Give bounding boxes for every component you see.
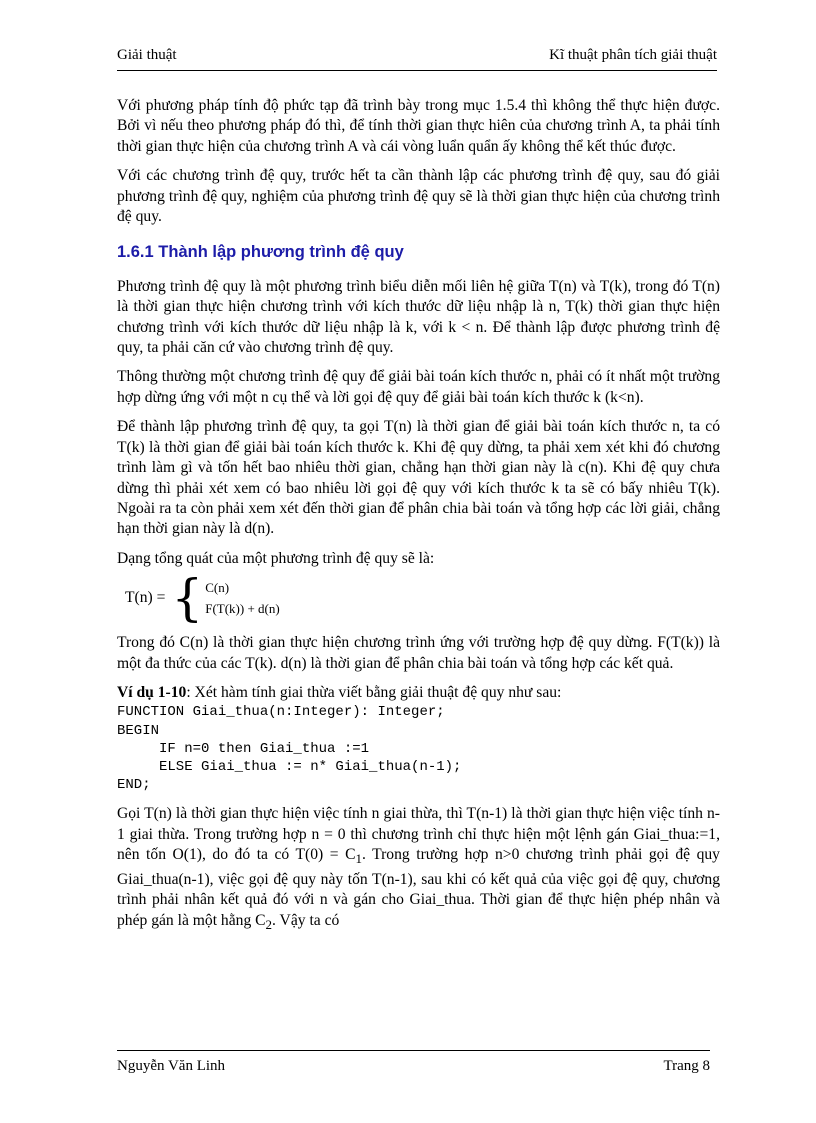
header-left: Giải thuật — [117, 47, 177, 63]
page-number: Trang 8 — [663, 1058, 710, 1074]
page-header — [117, 47, 717, 71]
paragraph-7: Trong đó C(n) là thời gian thực hiện chương trình ứng với trường hợp đệ quy dừng. F(T(k)) là một đa thức của các T(k). d(n) là thời gian để phân chia bài toán và tổng hợp các kết quả. — [117, 634, 720, 672]
paragraph-1: Với phương pháp tính độ phức tạp đã trình bày trong mục 1.5.4 thì không thể thực hiện được. Bởi vì nếu theo phương pháp đó thì, để tính thời gian thực hiên của chương trình A, ta phải tính thời gian thực hiện của chương trình A và cái vòng luẩn quẩn ấy không thể kết thúc được. — [117, 97, 720, 155]
page-footer — [117, 1050, 710, 1075]
formula-case-2: F(T(k)) + d(n) — [205, 601, 280, 617]
formula-case-1: C(n) — [205, 580, 230, 596]
formula-lhs: T(n) = — [125, 588, 166, 606]
p8-subscript-2: 2 — [265, 916, 273, 932]
formula-cases — [205, 577, 279, 619]
code-listing — [117, 703, 720, 794]
paragraph-6: Dạng tổng quát của một phương trình đệ quy sẽ là: — [117, 549, 435, 567]
paragraph-5: Để thành lập phương trình đệ quy, ta gọi T(n) là thời gian để giải bài toán kích thước n, ta có T(k) là thời gian để giải bài toán kích thước k. Khi đệ quy dừng, ta phải xem xét khi đó chương trình làm gì và tốn hết bao nhiêu thời gian, chẳng hạn thời gian này là c(n). Khi đệ quy chưa dừng thì phải xét xem có bao nhiêu lời gọi đệ quy với kích thước k ta sẽ có bấy nhiêu T(k). Ngoài ra ta còn phải xem xét đến thời gian để phân chia bài toán và tổng hợp các lời giải, chẳng hạn thời gian này là d(n). — [117, 418, 720, 538]
brace-icon: { — [171, 569, 204, 628]
paragraph-3: Phương trình đệ quy là một phương trình biểu diễn mối liên hệ giữa T(n) và T(k), trong đó T(n) là thời gian thực hiện chương trình với kích thước dữ liệu nhập là n, T(k) thời gian thực hiện chương trình với kích thước dữ liệu nhập là k, với k < n. Để thành lập được phương trình đệ quy, ta phải căn cứ vào chương trình đệ quy. — [117, 277, 720, 357]
footer-author: Nguyễn Văn Linh — [117, 1058, 226, 1074]
paragraph-8 — [117, 804, 720, 935]
example-label: Ví dụ 1-10 — [117, 683, 187, 701]
p8-text-b: . Trong trường hợp n>0 chương trình phải gọi đệ quy Giai_thua(n-1), việc gọi đệ quy này tốn T(n-1), sau khi có kết quả của việc gọi đệ quy, chương trình phải nhân kết quả đó với n và gán cho Giai_thua. Thời gian để thực hiện phép nhân và phép gán là một hằng C — [117, 846, 720, 929]
code-line: ELSE Giai_thua := n* Giai_thua(n-1); — [117, 758, 462, 775]
code-line: END; — [117, 777, 151, 794]
p8-text-c: . Vậy ta có — [272, 911, 340, 929]
code-line: IF n=0 then Giai_thua :=1 — [117, 740, 370, 757]
example-intro — [117, 683, 720, 703]
section-heading: 1.6.1 Thành lập phương trình đệ quy — [117, 243, 404, 262]
example-block — [117, 683, 720, 794]
paragraph-2: Với các chương trình đệ quy, trước hết ta cần thành lập các phương trình đệ quy, sau đó giải phương trình đệ quy, nghiệm của phương trình đệ quy sẽ là thời gian thực hiện của chương trình đệ quy. — [117, 167, 720, 226]
code-line: FUNCTION Giai_thua(n:Integer): Integer; — [117, 704, 445, 721]
page-content — [117, 96, 720, 944]
example-text: : Xét hàm tính giai thừa viết bằng giải thuật đệ quy như sau: — [186, 683, 562, 701]
code-line: BEGIN — [117, 722, 160, 739]
paragraph-4: Thông thường một chương trình đệ quy để giải bài toán kích thước n, phải có ít nhất một trường hợp dừng ứng với một n cụ thể và lời gọi đệ quy để giải bài toán kích thước k (k<n). — [117, 368, 720, 406]
p8-subscript-1: 1 — [355, 851, 362, 867]
p8-text-a: Gọi T(n) là thời gian thực hiện việc tính n giai thừa, thì T(n-1) là thời gian thực hiện việc tính n-1 giai thừa. Trong trường hợp n = 0 thì chương trình chỉ thực hiện một lệnh gán Giai_thua:=1, nên tốn O(1), do đó ta có T(0) = C — [117, 805, 720, 864]
recurrence-formula — [125, 569, 720, 628]
header-right: Kĩ thuật phân tích giải thuật — [549, 47, 717, 63]
